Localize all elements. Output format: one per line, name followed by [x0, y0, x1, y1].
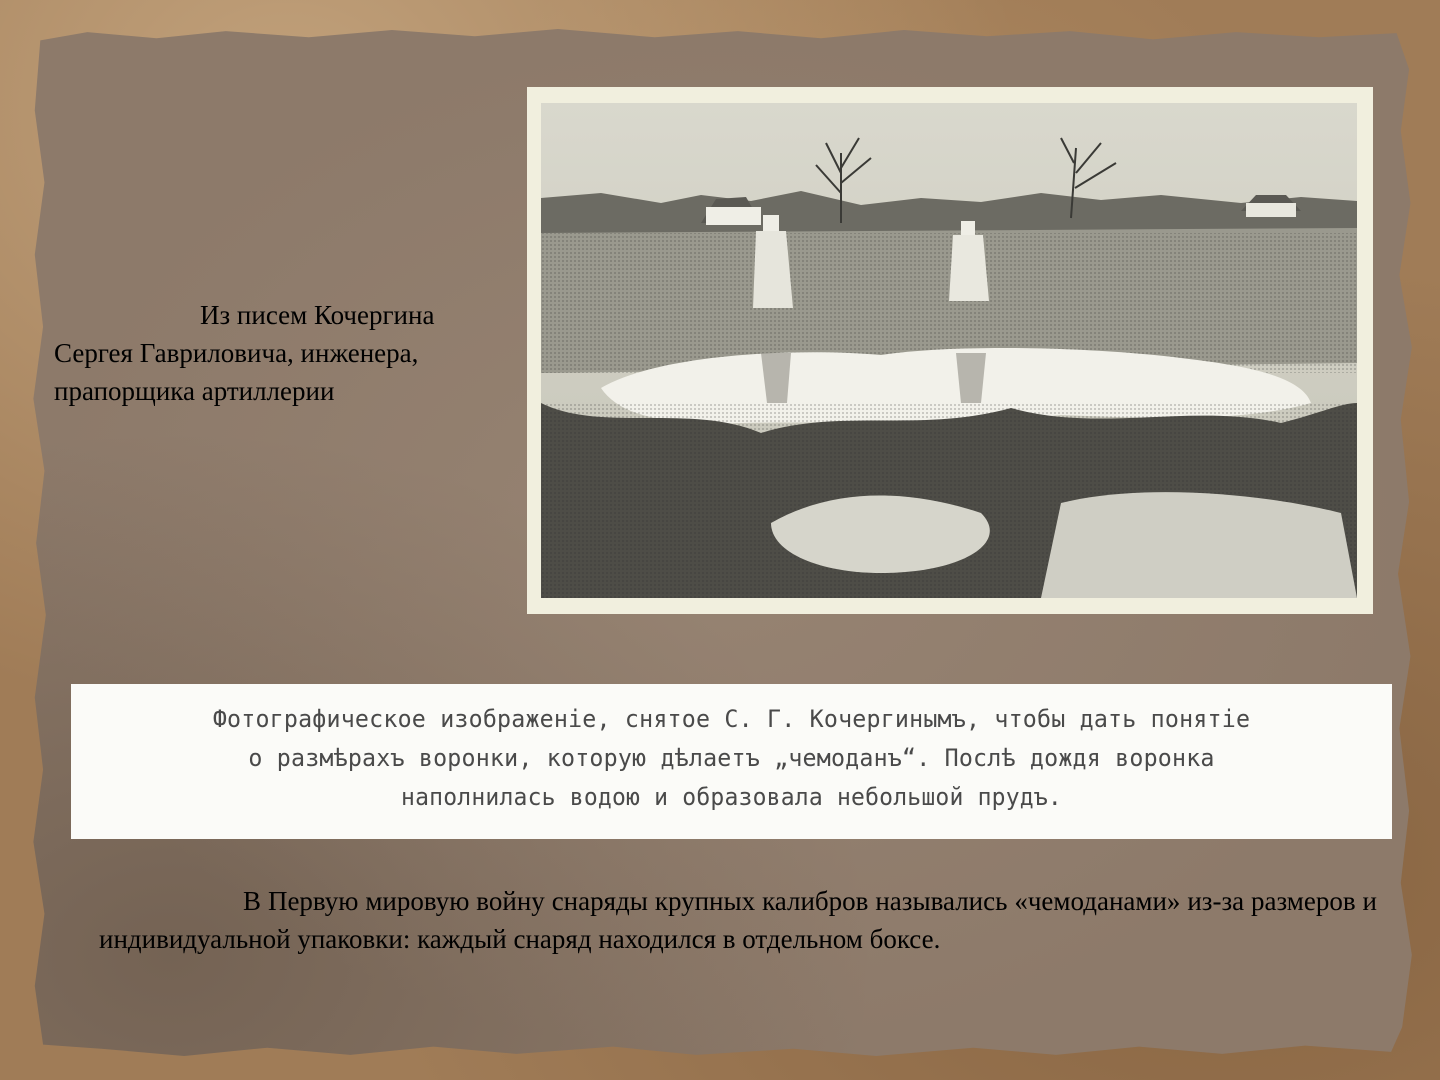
intro-note: [54, 296, 524, 410]
caption-line-2: о размѣрахъ воронки, которую дѣлаетъ „чемоданъ“. Послѣ дождя воронка: [248, 744, 1215, 772]
crater-photograph: [527, 87, 1373, 614]
caption-line-1: Фотографическое изображенiе, снятое С. Г. Кочергинымъ, чтобы дать понятiе: [212, 705, 1251, 733]
caption-line-3: наполнилась водою и образовала небольшой прудъ.: [401, 783, 1062, 811]
photo-image: [541, 103, 1357, 598]
intro-note-line-1: Из писем Кочергина: [200, 300, 435, 330]
body-paragraph: В Первую мировую войну снаряды крупных калибров назывались «чемоданами» из-за размеров и индивидуальной упаковки: каждый снаряд находился в отдельном боксе.: [99, 886, 1377, 954]
photo-caption: [71, 684, 1392, 839]
intro-note-line-2: Сергея Гавриловича, инженера,: [54, 338, 419, 368]
intro-note-line-3: прапорщика артиллерии: [54, 376, 335, 406]
